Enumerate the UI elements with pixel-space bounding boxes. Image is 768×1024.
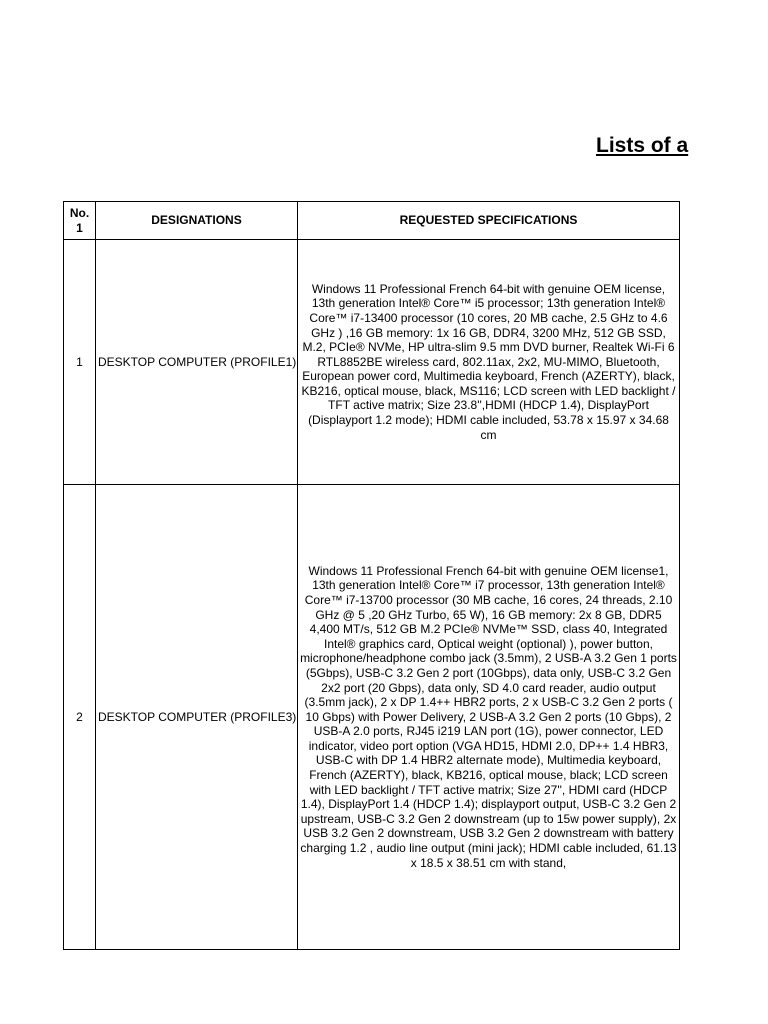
- header-requested-specifications: REQUESTED SPECIFICATIONS: [298, 202, 680, 240]
- row-designation: DESKTOP COMPUTER (PROFILE3): [96, 485, 298, 950]
- table-row: [64, 485, 680, 950]
- table-header-row: [64, 202, 680, 240]
- document-title: Lists of a: [596, 134, 689, 157]
- row-designation: DESKTOP COMPUTER (PROFILE1): [96, 240, 298, 485]
- header-designations: DESIGNATIONS: [96, 202, 298, 240]
- header-no: No. 1: [64, 202, 96, 240]
- table-row: [64, 240, 680, 485]
- row-number: 2: [64, 485, 96, 950]
- row-number: 1: [64, 240, 96, 485]
- specifications-table: [63, 201, 680, 950]
- row-specifications: Windows 11 Professional French 64-bit with genuine OEM license1, 13th generation Intel® Core™ i7 processor, 13th generation Intel® Core™ i7-13700 processor (30 MB cache, 16 cores, 24 threads, 2.10 GHz @ 5 ,20 GHz Turbo, 65 W), 16 GB memory: 2x 8 GB, DDR5 4,400 MT/s, 512 GB M.2 PCIe® NVMe™ SSD, class 40, Integrated Intel® graphics card, Optical weight (optional) ), power button, microphone/headphone combo jack (3.5mm), 2 USB-A 3.2 Gen 1 ports (5Gbps), USB-C 3.2 Gen 2 port (10Gbps), data only, USB-C 3.2 Gen 2x2 port (20 Gbps), data only, SD 4.0 card reader, audio output (3.5mm jack), 2 x DP 1.4++ HBR2 ports, 2 x USB-C 3.2 Gen 2 ports ( 10 Gbps) with Power Delivery, 2 USB-A 3.2 Gen 2 ports (10 Gbps), 2 USB-A 2.0 ports, RJ45 i219 LAN port (1G), power connector, LED indicator, video port option (VGA HD15, HDMI 2.0, DP++ 1.4 HBR3, USB-C with DP 1.4 HBR2 alternate mode), Multimedia keyboard, French (AZERTY), black, KB216, optical mouse, black; LCD screen with LED backlight / TFT active matrix; Size 27'', HDMI card (HDCP 1.4), DisplayPort 1.4 (HDCP 1.4); displayport output, USB-C 3.2 Gen 2 upstream, USB-C 3.2 Gen 2 downstream (up to 15w power supply), 2x USB 3.2 Gen 2 downstream, USB 3.2 Gen 2 downstream with battery charging 1.2 , audio line output (mini jack); HDMI cable included, 61.13 x 18.5 x 38.51 cm with stand,: [298, 485, 680, 950]
- row-specifications: Windows 11 Professional French 64-bit with genuine OEM license, 13th generation Intel® Core™ i5 processor; 13th generation Intel® Core™ i7-13400 processor (10 cores, 20 MB cache, 2.5 GHz to 4.6 GHz ) ,16 GB memory: 1x 16 GB, DDR4, 3200 MHz, 512 GB SSD, M.2, PCIe® NVMe, HP ultra-slim 9.5 mm DVD burner, Realtek Wi-Fi 6 RTL8852BE wireless card, 802.11ax, 2x2, MU-MIMO, Bluetooth, European power cord, Multimedia keyboard, French (AZERTY), black, KB216, optical mouse, black, MS116; LCD screen with LED backlight / TFT active matrix; Size 23.8'',HDMI (HDCP 1.4), DisplayPort (Displayport 1.2 mode); HDMI cable included, 53.78 x 15.97 x 34.68 cm: [298, 240, 680, 485]
